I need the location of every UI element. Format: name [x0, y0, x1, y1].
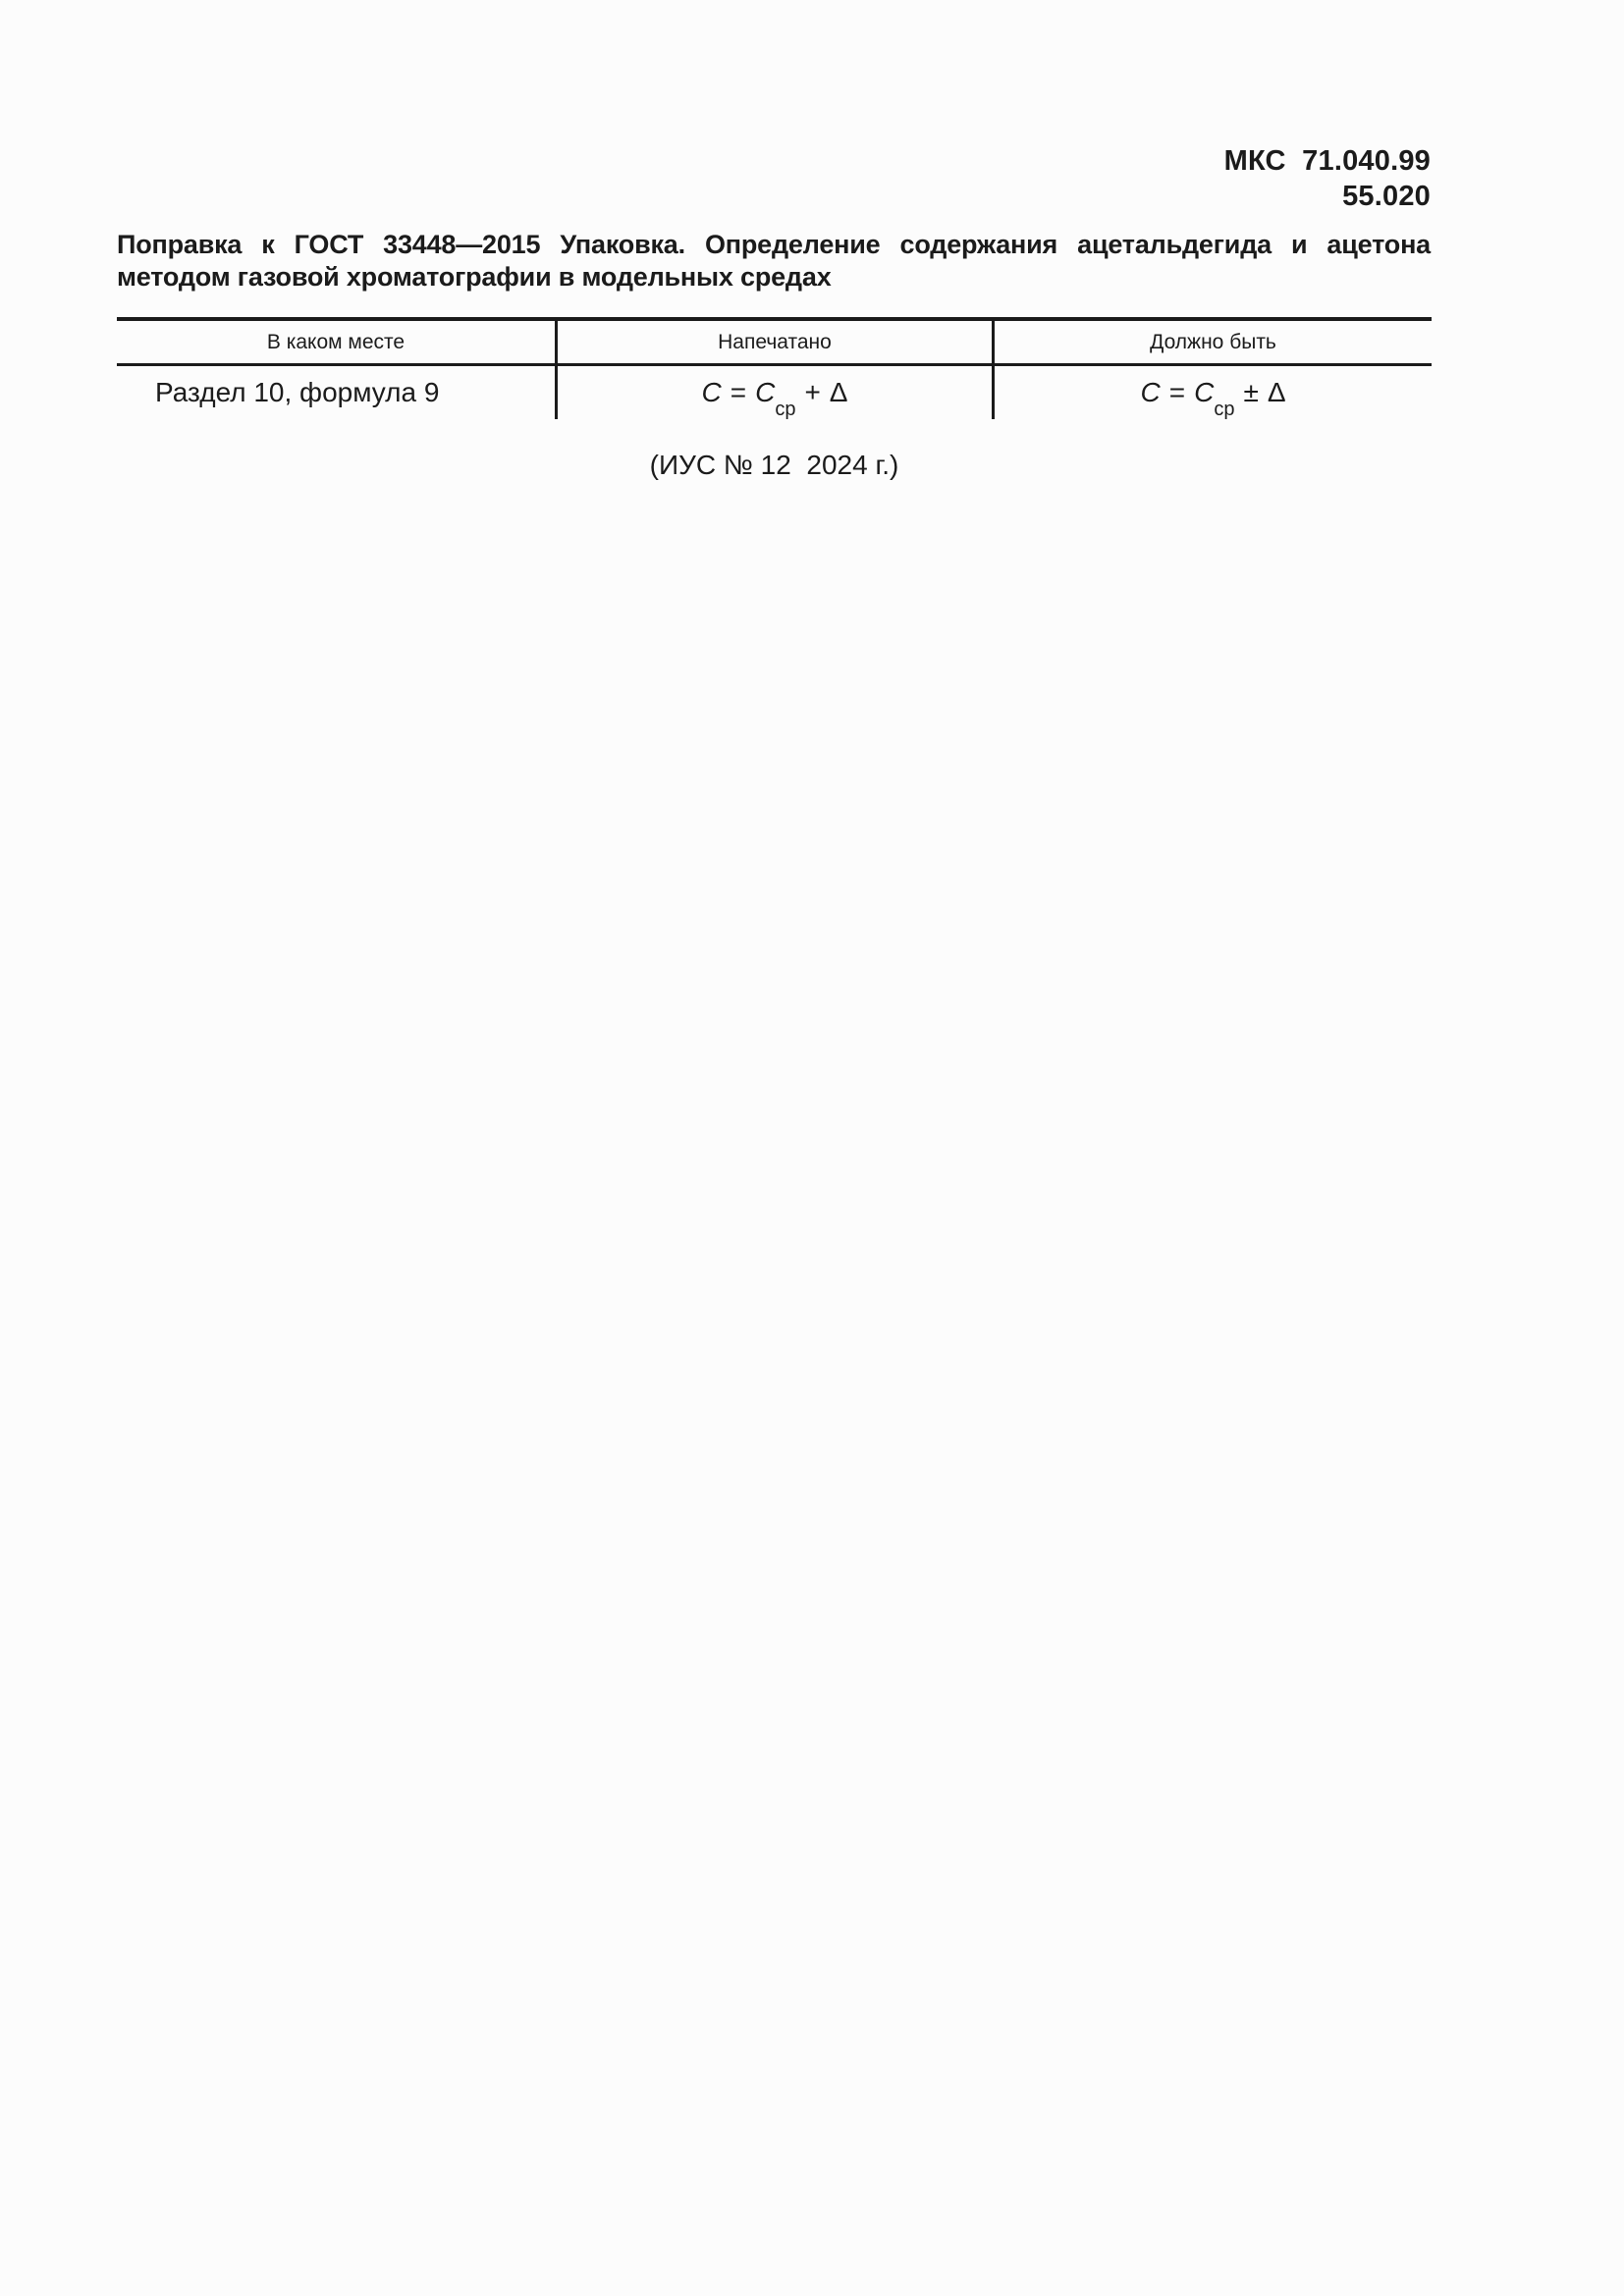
correction-title-line-2: методом газовой хроматографии в модельных средах [117, 262, 832, 292]
equals-sign: = [1168, 377, 1186, 407]
table-header-row [117, 321, 1432, 366]
formula-variable: С [1194, 377, 1215, 407]
mks-code-line-2: 55.020 [1342, 181, 1431, 212]
delta-symbol: Δ [829, 377, 848, 407]
column-header-should-be: Должно быть [992, 321, 1432, 363]
delta-symbol: Δ [1267, 377, 1286, 407]
ius-issue-caption: (ИУС № 12 2024 г.) [649, 450, 899, 480]
mks-codes-block [1224, 143, 1431, 214]
equals-sign: = [730, 377, 747, 407]
column-header-location: В каком месте [266, 330, 406, 353]
formula-printed [701, 377, 848, 420]
correction-table [117, 317, 1432, 419]
formula-subscript: ср [1214, 398, 1235, 420]
mks-code-line-1: МКС 71.040.99 [1223, 145, 1431, 177]
column-header-printed: Напечатано [555, 321, 992, 363]
formula-subscript: ср [775, 398, 796, 420]
cell-should-be [992, 366, 1432, 419]
formula-variable: С [701, 377, 722, 407]
formula-variable: С [755, 377, 776, 407]
formula-corrected [1140, 377, 1286, 420]
table-row [117, 366, 1432, 419]
correction-title-line-1: Поправка к ГОСТ 33448—2015 Упаковка. Определение содержания ацетальдегида и ацетона [117, 230, 1431, 259]
operator-sign: + [804, 377, 821, 407]
formula-variable: С [1140, 377, 1161, 407]
operator-sign: ± [1243, 377, 1259, 407]
cell-location: Раздел 10, формула 9 [155, 377, 440, 407]
cell-printed [555, 366, 992, 419]
correction-title [117, 229, 1431, 294]
